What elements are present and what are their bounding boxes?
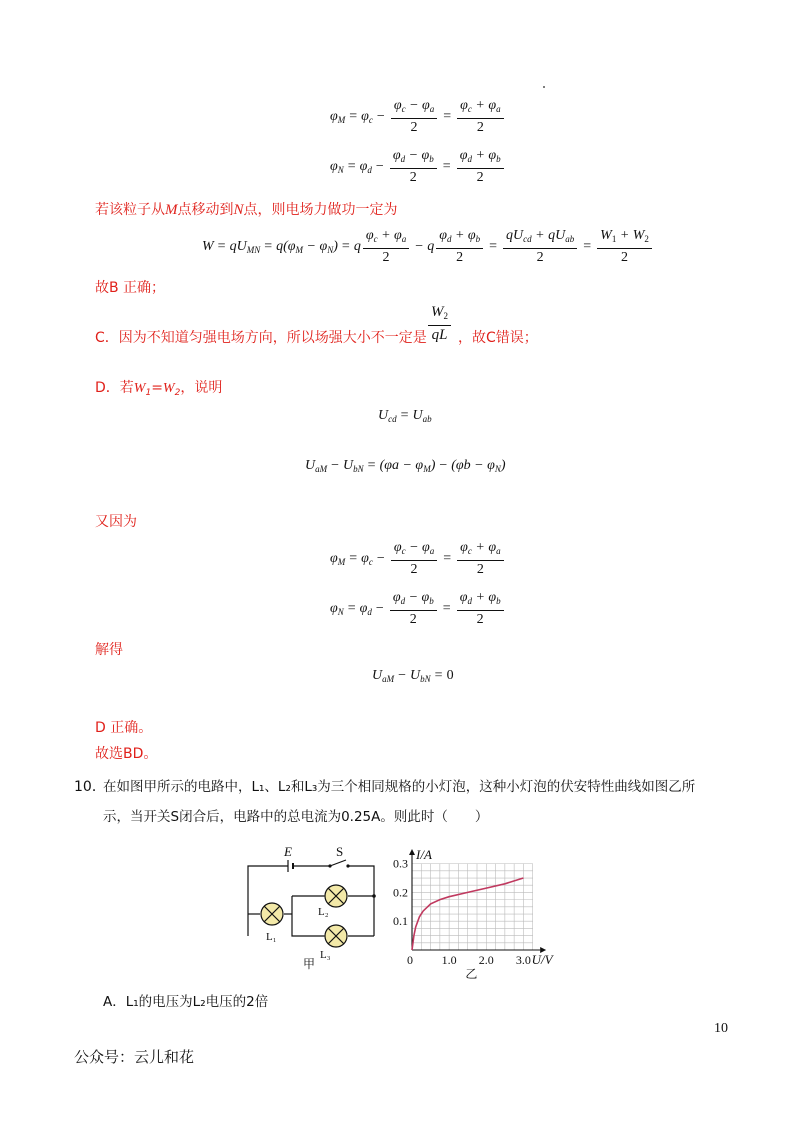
equation-result: $U_{aM} - U_{bN} = 0$: [372, 668, 454, 684]
option-a: A．L₁的电压为L₂电压的2倍: [103, 994, 269, 1010]
text-fragment: 点移动到: [177, 202, 234, 218]
chart-caption: 乙: [465, 967, 478, 980]
iv-curve-chart: [388, 832, 588, 980]
stray-dot: [543, 86, 545, 88]
solve-line: 解得: [95, 642, 123, 658]
c-statement-end: ，故C错误；: [458, 330, 538, 346]
equation-uam-ubn: $U_{aM} - U_{bN} = (\varphi a - \varphi_M) - (\varphi b - \varphi_N)$: [305, 458, 506, 474]
x-tick-label: 3.0: [515, 953, 531, 967]
footer-text: 公众号：云儿和花: [74, 1048, 195, 1066]
x-axis-label: U/V: [531, 952, 553, 967]
w-symbol: W: [162, 381, 175, 396]
y-tick-label: 0.3: [393, 856, 408, 871]
equation-phi-m-1: $\varphi_M = \varphi_c$ − $\frac{\varphi_c - \varphi_a}{2}$ = $\frac{\varphi_c + \varphi_a}{2}$: [330, 98, 506, 136]
equation-ucd-uab: $U_{cd} = U_{ab}$: [378, 408, 432, 424]
text-fragment: D．若: [95, 380, 134, 396]
c-statement: [95, 328, 427, 348]
x-tick-label: 1.0: [441, 953, 457, 967]
lamp-l1-label: L₁: [266, 931, 277, 943]
equals-sign: =: [151, 380, 163, 396]
w-subscript: 1: [145, 388, 152, 398]
lamp-l3-label: L₃: [320, 949, 331, 961]
equation-phi-m-2: $\varphi_M = \varphi_c$ − $\frac{\varphi_c - \varphi_a}{2}$ = $\frac{\varphi_c + \varphi_a}{2}$: [330, 540, 506, 578]
battery-label: E: [284, 844, 292, 859]
d-statement: [95, 378, 222, 403]
question-line-1: 在如图甲所示的电路中，L₁、L₂和L₃为三个相同规格的小灯泡，这种小灯泡的伏安特性曲线如图乙所: [103, 779, 696, 795]
equation-phi-n-2: $\varphi_N = \varphi_d$ − $\frac{\varphi_d - \varphi_b}{2}$ = $\frac{\varphi_d + \varphi_b}{2}$: [330, 590, 506, 628]
again-line: 又因为: [95, 514, 137, 530]
lamp-l2-icon: [325, 885, 347, 907]
d-correct-line: D 正确。: [95, 720, 153, 736]
point-n-label: N: [233, 202, 244, 218]
b-correct-line: 故B 正确；: [95, 280, 166, 296]
y-axis-label: I/A: [416, 847, 432, 862]
question-line-2: 示，当开关S闭合后，电路中的总电流为0.25A。则此时（ ）: [103, 809, 489, 825]
lamp-l2-label: L₂: [318, 906, 329, 918]
y-tick-label: 0.1: [393, 914, 408, 929]
point-m-label: M: [165, 202, 178, 218]
lamp-l1-icon: [261, 903, 283, 925]
origin-label: 0: [407, 953, 413, 967]
fraction-w2-over-ql: $\frac{W_2}{qL}$: [426, 304, 453, 343]
equation-work: $W = qU_{MN} = q(\varphi_M - \varphi_N) = q$ $\frac{\varphi_c + \varphi_a}{2}$ − q $\frac{\varphi_d + \varphi_b}{2}$ = $\frac{qU_{cd} + qU_{ab}}{2}$ = $\frac{W_1 + W_2}{2}$: [202, 228, 654, 266]
work-statement: [95, 200, 398, 220]
y-axis-arrow: [409, 849, 415, 855]
text-fragment: C．因为不知道匀强电场方向，所以场强大小不一定是: [95, 330, 427, 346]
lamp-l3-icon: [325, 925, 347, 947]
w-symbol: W: [133, 381, 146, 396]
text-fragment: 点，则电场力做功一定为: [243, 202, 398, 218]
text-fragment: ，说明: [180, 380, 223, 396]
equation-phi-n-1: $\varphi_N = \varphi_d$ − $\frac{\varphi_d - \varphi_b}{2}$ = $\frac{\varphi_d + \varphi_b}{2}$: [330, 148, 506, 186]
y-tick-label: 0.2: [393, 885, 408, 900]
text-fragment: 若该粒子从: [95, 202, 165, 218]
page-number: 10: [714, 1021, 728, 1036]
question-number: 10．: [74, 779, 106, 795]
x-tick-label: 2.0: [478, 953, 494, 967]
w-subscript: 2: [174, 388, 181, 398]
circuit-diagram: [238, 840, 388, 975]
answer-line: 故选BD。: [95, 746, 158, 762]
circuit-caption: 甲: [303, 957, 316, 971]
switch-label: S: [336, 844, 344, 859]
